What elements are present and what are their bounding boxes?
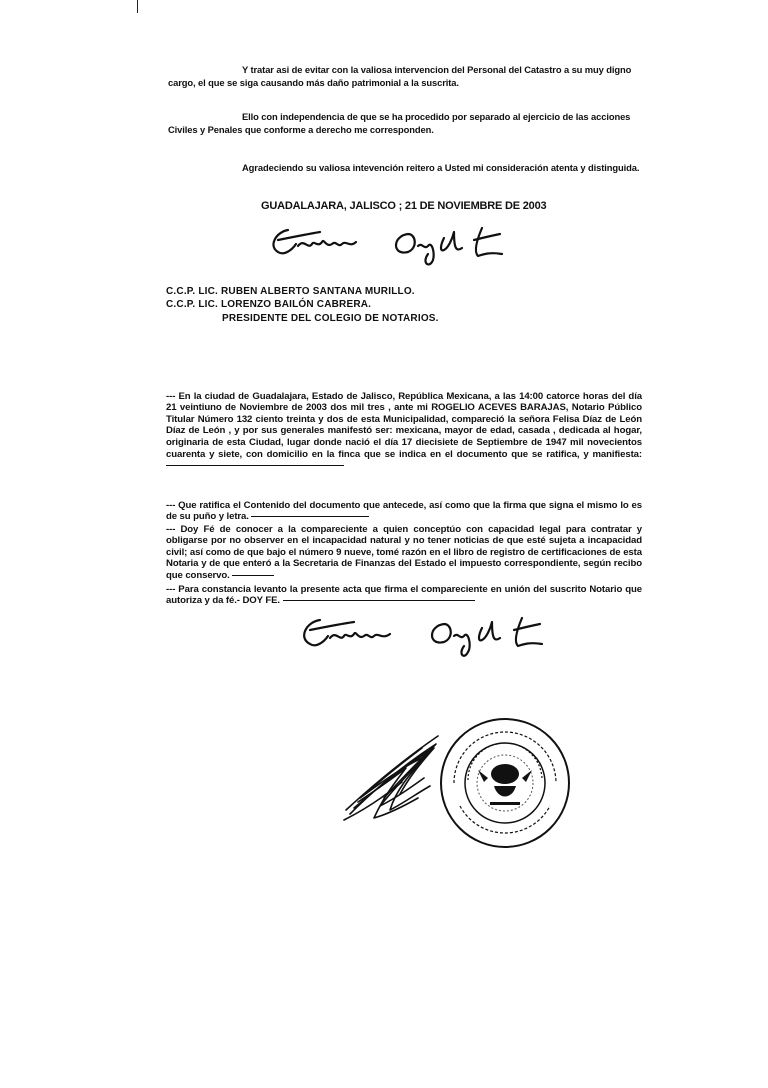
notary-text-2: --- Que ratifica el Contenido del documento que antecede, así como que la firma que signa el mismo lo es de su puño y letra.: [166, 499, 642, 523]
paragraph-2: Ello con independencia de que se ha procedido por separado al ejercicio de las acciones Civiles y Penales que conforme a derecho me corresponden.: [168, 111, 631, 136]
paragraph-1: Y tratar asi de evitar con la valiosa intervencion del Personal del Catastro a su muy digno cargo, el que se siga causando más daño patrimonial a la suscrita.: [168, 64, 632, 89]
notary-paragraph-3: [166, 524, 642, 582]
notary-text-1: --- En la ciudad de Guadalajara, Estado de Jalisco, República Mexicana, a las 14:00 catorce horas del día 21 veintiuno de Noviembre de 2003 dos mil tres , ante mi ROGELIO ACEVES BARAJAS, Notario Público Titular Número 132 ciento treinta y dos de esta Municipalidad, compareció la señora Felisa Díaz de León Díaz de León , y por sus generales manifestó ser: mexicana, mayor de edad, casada , dedicada al hogar, originaria de esta Ciudad, lugar donde nació el día 17 diecisiete de Septiembre de 1947 mil novecientos cuarenta y siete, con domicilio en la finca que se indica en el documento que se ratifica, y manifiesta:: [166, 390, 642, 460]
notary-paragraph-1: [166, 391, 642, 472]
ccp-line-3: PRESIDENTE DEL COLEGIO DE NOTARIOS.: [222, 313, 439, 324]
paragraph-3: Agradeciendo su valiosa intevención reitero a Usted mi consideración atenta y distinguida.: [242, 162, 640, 174]
date-line: GUADALAJARA, JALISCO ; 21 DE NOVIEMBRE DE 2003: [261, 200, 547, 212]
notary-signature: [340, 728, 446, 828]
notary-paragraph-4: [166, 584, 642, 607]
notary-paragraph-2: [166, 500, 642, 523]
ccp-line-2: C.C.P. LIC. LORENZO BAILÓN CABRERA.: [166, 299, 372, 310]
notary-seal: [438, 716, 572, 850]
margin-mark: [137, 0, 138, 13]
signature-1: [268, 222, 508, 270]
notary-text-3: --- Doy Fé de conocer a la compareciente a quien conceptúo con capacidad legal para contratar y obligarse por no observer en el incapacidad natural y no tener noticias de que esté sujeta a incapacidad civil; así como de que bajo el número 9 nueve, tomé razón en el libro de registro de certificaciones de esta Notaria y de que enteró a la Secretaria de Finanzas del Estado el impuesto correspondiente, según recibo que conservo.: [166, 523, 642, 581]
notary-text-4: --- Para constancia levanto la presente acta que firma el compareciente en unión del suscrito Notario que autoriza y da fé.- DOY FE.: [166, 583, 642, 607]
signature-2: [298, 610, 548, 666]
ccp-line-1: C.C.P. LIC. RUBEN ALBERTO SANTANA MURILLO.: [166, 286, 415, 297]
